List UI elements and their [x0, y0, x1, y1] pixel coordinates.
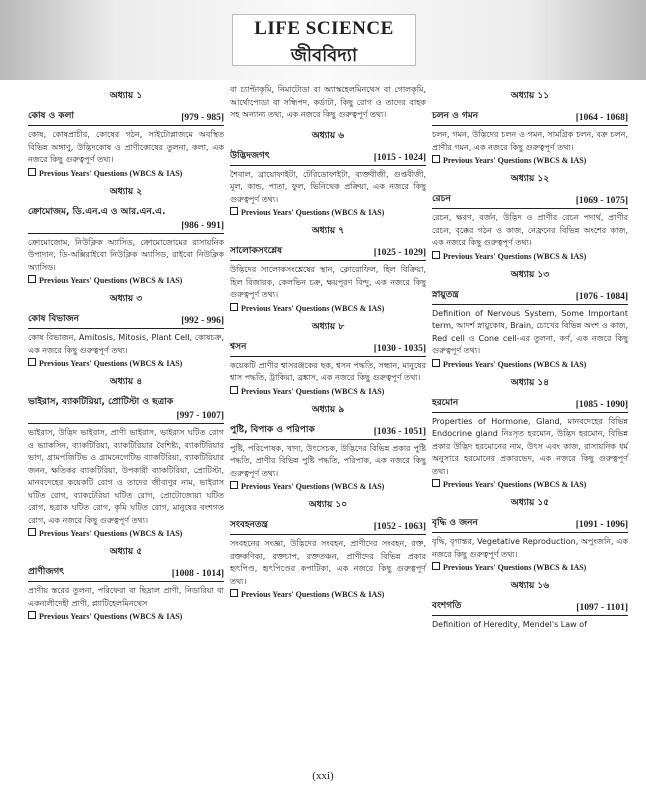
topic-description: উদ্ভিদের সালোকসংশ্লেষের স্থান, ক্লোরোফিল, হিল বিক্রিয়া, হিল বিজারক, কেলভিন চক্র, ক্ষয়পূরণ বিন্দু, এক নজরে কিছু গুরুত্বপূর্ণ তথ্য। — [230, 265, 426, 299]
topic-description: পুষ্টি, পরিপোষক, খাদ্য, উৎসেচক, উদ্ভিদের বিভিন্ন প্রকার পুষ্টি পদ্ধতি, প্রাণীর বিভিন্ন পুষ্টি পদ্ধতি, পরিপাক, এক নজরে কিছু গুরুত্বপূর্ণ তথ্য। — [230, 443, 426, 478]
previous-years-questions-note — [28, 611, 224, 621]
topic-title: ক্রোমোজম, ডি.এন.এ ও আর.এন.এ. — [28, 206, 166, 217]
chapter-label: অধ্যায় ১৩ — [510, 269, 550, 280]
chapter-label: অধ্যায় ৪ — [109, 377, 143, 387]
topic-heading-row — [28, 394, 224, 411]
page-range: [1076 - 1084] — [575, 291, 628, 302]
previous-years-questions-note — [432, 359, 628, 369]
pyq-label: Previous Years' Questions (WBCS & IAS) — [443, 156, 587, 165]
pyq-label: Previous Years' Questions (WBCS & IAS) — [241, 386, 385, 396]
previous-years-questions-note — [28, 358, 224, 368]
topic-description: বৃদ্ধি, বৃগান্তর, Vegetative Reproduction, অপুংজনি, এক নজরে কিছু গুরুত্বপূর্ণ তথ্য। — [432, 537, 628, 559]
topic-description: ভাইরাস, উদ্ভিদ ভাইরাস, প্রাণী ভাইরাস, ভাইরাস ঘটিত রোগ ও ভ্যাকসিন, ব্যাকটিরিয়া, ব্যাকটিরিয়ার বৈশিষ্ট্য, ব্যাকটিরিয়ার ভাগ, গ্রামপজিটিভ ও গ্রামনেগেটিভ ব্যাকটিরিয়া, ব্যাকটিরিয়ার জনন, ক্ষতিকর ব্যাকটিরিয়া, উপকারী ব্যাকটিরিয়া, প্রোটিস্টা, মানবদেহের কয়েকটি রোগ ও তাদের জীবাণুর নাম, ভাইরাস ঘটিত রোগ, ব্যাকটেরিয়া ঘটিত রোগ, প্রোটোজোয়া ঘটিত রোগ, ছত্রাক ঘটিত রোগ, কৃমি ঘটিত রোগ, মানুষের বংশগত রোগ, এক নজরে কিছু গুরুত্বপূর্ণ তথ্য। — [28, 428, 224, 525]
checkbox-square-icon — [230, 207, 238, 215]
page-range: [1025 - 1029] — [373, 248, 426, 258]
chapter-label: অধ্যায় ৮ — [311, 321, 345, 332]
topic-title: ভাইরাস, ব্যাকটিরিয়া, প্রোটিস্টা ও ছত্রাক — [28, 397, 174, 407]
page-range: [997 - 1007] — [28, 411, 224, 424]
checkbox-square-icon — [28, 528, 36, 536]
topic-heading-row — [432, 287, 628, 305]
page-range: [986 - 991] — [28, 221, 224, 234]
pyq-label: Previous Years' Questions (WBCS & IAS) — [39, 612, 183, 621]
continued-text: বা চ্যাপ্টাকৃমি, নিমাটোডা বা অ্যাস্কহেলমিনথেস বা গোলকৃমি, আর্থোপোডা বা সন্ধিপদ, কর্ডাটা, কিছু রোগ ও তাদের বাহক সহ অন্যান্য তথ্য, এক নজরে কিছু গুরুত্বপূর্ণ তথ্য। — [230, 85, 426, 119]
pyq-label: Previous Years' Questions (WBCS & IAS) — [39, 276, 183, 285]
pyq-label: Previous Years' Questions (WBCS & IAS) — [39, 359, 183, 368]
checkbox-square-icon — [432, 562, 440, 570]
previous-years-questions-note — [230, 207, 426, 217]
checkbox-square-icon — [230, 386, 238, 394]
toc-entry — [432, 495, 628, 572]
topic-heading-row — [432, 108, 628, 126]
topic-title: শ্বসন — [230, 341, 247, 352]
previous-years-questions-note — [28, 528, 224, 538]
topic-heading-row — [230, 517, 426, 535]
page-range: [1015 - 1024] — [373, 152, 426, 163]
pyq-label: Previous Years' Questions (WBCS & IAS) — [241, 590, 385, 599]
topic-heading-row — [28, 204, 224, 221]
checkbox-square-icon — [432, 251, 440, 259]
topic-heading-row — [28, 108, 224, 126]
topic-heading-row — [230, 339, 426, 357]
topic-description: সংবহনের সংজ্ঞা, উদ্ভিদের সংবহন, প্রাণীদের সংবহন, রক্ত, রক্তকণিকা, রক্তচাপ, রক্ততঞ্চন, প্রাণীদের বিভিন্ন প্রকার হৃৎপিণ্ড, হৃৎপিণ্ডের কপাটিকা, এক নজরে কিছু গুরুত্বপূর্ণ তথ্য। — [230, 539, 426, 586]
column-left — [28, 82, 224, 621]
chapter-label: অধ্যায় ৯ — [311, 404, 345, 415]
topic-title: কোষ বিভাজন — [28, 314, 79, 324]
pyq-label: Previous Years' Questions (WBCS & IAS) — [443, 359, 587, 369]
page-range: [1036 - 1051] — [373, 426, 426, 437]
previous-years-questions-note — [432, 155, 628, 165]
topic-title: কোষ ও কলা — [28, 111, 75, 121]
chapter-label: অধ্যায় ৩ — [109, 294, 143, 304]
topic-description: Properties of Hormone, Gland, মানবদেহের বিভিন্ন Endocrine gland নিঃসৃত হরমোন, উদ্ভিদ হরমোন, বিভিন্ন প্রকার উদ্ভিদ হরমোনের নাম, উৎস এবং কাজ, রাসায়নিক ধর্ম অনুসারে হরমোনের প্রকারভেদ, এক নজরে কিছু গুরুত্বপূর্ণ তথ্য। — [432, 416, 628, 476]
topic-title: সংবহনতন্ত্র — [230, 520, 268, 530]
chapter-label: অধ্যায় ১৫ — [510, 498, 550, 508]
topic-description: কোষ, কোষপ্রাচীর, কোষের গঠন, সাইটোপ্লাজমে অবস্থিত বিভিন্ন অঙ্গাণু, উদ্ভিদকোষ ও প্রাণীকোষের তুলনা, কলা, এক নজরে কিছু গুরুত্বপূর্ণ তথ্য। — [28, 130, 224, 164]
pyq-label: Previous Years' Questions (WBCS & IAS) — [443, 480, 587, 489]
checkbox-square-icon — [28, 611, 36, 619]
pyq-label: Previous Years' Questions (WBCS & IAS) — [443, 563, 587, 572]
pyq-label: Previous Years' Questions (WBCS & IAS) — [241, 482, 385, 491]
previous-years-questions-note — [230, 589, 426, 599]
checkbox-square-icon — [230, 589, 238, 597]
topic-heading-row — [230, 243, 426, 261]
topic-description: শৈবাল, ব্রায়োফাইটা, টেরিডোফাইটা, ব্যক্তবীজী, গুপ্তবীজী, মূল, কান্ড, পাতা, ফুল, ভিনিথেক প্রক্রিয়া, এক নজরে কিছু গুরুত্বপূর্ণ তথ্য। — [230, 169, 426, 204]
toc-entry — [432, 578, 628, 632]
page-range: [1030 - 1035] — [373, 343, 426, 354]
page-range: [992 - 996] — [181, 316, 224, 326]
toc-entry — [230, 319, 426, 396]
toc-entry — [28, 544, 224, 621]
page-range: [979 - 985] — [181, 113, 224, 123]
page-range: [1085 - 1090] — [575, 399, 628, 410]
topic-title: হরমোন — [432, 397, 459, 408]
pyq-label: Previous Years' Questions (WBCS & IAS) — [443, 251, 587, 261]
page-range: [1097 - 1101] — [576, 603, 628, 613]
topic-description: প্রাণীয় স্তরের তুলনা, পরিফেরা বা ছিদ্রাল প্রাণী, নিডারিয়া বা একনালীদেহী প্রাণী, প্ল্যাটিহেলমিনথেস — [28, 586, 224, 608]
topic-title: চলন ও গমন — [432, 111, 479, 121]
toc-entry — [432, 267, 628, 369]
topic-description: কয়েকটি প্রাণীর শ্বাসরঞ্জকের ছক, শ্বসন পদ্ধতি, সন্ধান, মানুষের শ্বাস পদ্ধতি, ট্রাকিয়া, ব্রঙ্কাস, এক নজরে কিছু গুরুত্বপূর্ণ তথ্য। — [230, 360, 426, 382]
topic-description: ক্রোমোজোম, নিউক্লিক অ্যাসিড, ক্রোমোজোমের রাসায়নিক উপাদান, ডি-অক্সিরাইবো নিউক্লিক অ্যাসিড, রাইবো নিউক্লিক অ্যাসিড। — [28, 237, 224, 272]
previous-years-questions-note — [28, 275, 224, 285]
chapter-label: অধ্যায় ১ — [109, 91, 143, 101]
checkbox-square-icon — [28, 275, 36, 283]
title-box — [232, 14, 416, 66]
checkbox-square-icon — [230, 303, 238, 311]
previous-years-questions-note — [432, 562, 628, 572]
topic-title: বংশগতি — [432, 601, 462, 611]
pyq-label: Previous Years' Questions (WBCS & IAS) — [39, 529, 183, 538]
topic-heading-row — [432, 191, 628, 209]
checkbox-square-icon — [432, 479, 440, 487]
title-bengali: জীববিদ্যা — [290, 45, 358, 66]
pyq-label: Previous Years' Questions (WBCS & IAS) — [241, 303, 385, 313]
checkbox-square-icon — [432, 359, 440, 367]
topic-description: চলন, গমন, উদ্ভিদের চলন ও গমন, সামগ্রিক চলন, বক্র চলন, প্রাণীর গমন, এক নজরে কিছু গুরুত্বপূর্ণ তথ্য। — [432, 130, 628, 152]
toc-entry — [230, 402, 426, 492]
topic-title: বৃদ্ধি ও জনন — [432, 518, 478, 528]
page-range: [1091 - 1096] — [575, 520, 628, 530]
previous-years-questions-note — [432, 479, 628, 489]
topic-heading-row — [230, 422, 426, 440]
column-right — [432, 82, 628, 632]
toc-entry — [28, 184, 224, 286]
toc-entry — [230, 128, 426, 218]
chapter-label: অধ্যায় ১২ — [510, 174, 550, 184]
topic-title: প্রাণীজগৎ — [28, 567, 65, 577]
topic-heading-row — [432, 515, 628, 533]
column-middle — [230, 82, 426, 599]
toc-entry — [28, 374, 224, 538]
checkbox-square-icon — [28, 358, 36, 366]
chapter-label: অধ্যায় ২ — [109, 186, 143, 197]
topic-description: কোষ বিভাজন, Amitosis, Mitosis, Plant Cell, কোষচক্র, এক নজরে কিছু গুরুত্বপূর্ণ তথ্য। — [28, 333, 224, 355]
topic-heading-row — [432, 395, 628, 413]
checkbox-square-icon — [28, 168, 36, 176]
previous-years-questions-note — [28, 168, 224, 178]
toc-entry — [230, 497, 426, 599]
page-range: [1008 - 1014] — [171, 569, 224, 579]
toc-entry — [230, 223, 426, 313]
previous-years-questions-note — [230, 303, 426, 313]
page-range: [1069 - 1075] — [575, 196, 628, 206]
chapter-label: অধ্যায় ৫ — [109, 547, 143, 557]
chapter-label: অধ্যায় ১১ — [510, 91, 550, 101]
previous-years-questions-note — [230, 386, 426, 396]
page-range: [1052 - 1063] — [373, 522, 426, 532]
topic-title: রেচন — [432, 194, 451, 204]
chapter-label: অধ্যায় ১০ — [308, 500, 348, 510]
topic-heading-row — [28, 564, 224, 582]
topic-title: সালোকসংশ্লেষ — [230, 246, 283, 256]
page-range: [1064 - 1068] — [575, 113, 628, 123]
toc-entry — [432, 375, 628, 490]
toc-entry — [432, 171, 628, 261]
topic-heading-row — [230, 148, 426, 166]
chapter-label: অধ্যায় ৭ — [311, 226, 345, 236]
topic-description: Definition of Nervous System, Some Important term, আদর্শ স্নায়ুকোষ, Brain, চোখের বিভিন্ন অংশ ও কাজ, Red cell ও Cone cell-এর তুলনা, কর্ণ, এক নজরে কিছু গুরুত্বপূর্ণ তথ্য। — [432, 308, 628, 355]
chapter-label: অধ্যায় ৬ — [311, 130, 345, 141]
previous-years-questions-note — [230, 481, 426, 491]
toc-entry — [28, 291, 224, 368]
checkbox-square-icon — [432, 155, 440, 163]
topic-title: স্নায়ুতন্ত্র — [432, 289, 459, 300]
toc-entry — [28, 88, 224, 178]
page-header-band — [0, 0, 646, 80]
checkbox-square-icon — [230, 481, 238, 489]
previous-years-questions-note — [432, 251, 628, 261]
pyq-label: Previous Years' Questions (WBCS & IAS) — [39, 168, 183, 178]
topic-title: উদ্ভিদজগৎ — [230, 150, 270, 161]
chapter-label: অধ্যায় ১৪ — [510, 377, 550, 388]
page-number: (xxi) — [312, 770, 334, 782]
chapter-label: অধ্যায় ১৬ — [510, 581, 550, 591]
pyq-label: Previous Years' Questions (WBCS & IAS) — [241, 208, 385, 217]
toc-entry — [432, 88, 628, 165]
topic-description: Definition of Heredity, Mendel's Law of — [432, 620, 587, 629]
topic-heading-row — [432, 598, 628, 616]
topic-title: পুষ্টি, বিপাক ও পরিপাক — [230, 424, 315, 435]
topic-heading-row — [28, 311, 224, 329]
topic-description: রেচন, ক্ষরণ, বর্জন, উদ্ভিদ ও প্রাণীর রেচন পদার্থ, প্রাণীর রেচন, বৃক্কের গঠন ও কাজ, নেফ্রনের বিভিন্ন অংশের কাজ, এক নজরে কিছু গুরুত্বপূর্ণ তথ্য। — [432, 213, 628, 247]
title-english: LIFE SCIENCE — [254, 18, 394, 39]
